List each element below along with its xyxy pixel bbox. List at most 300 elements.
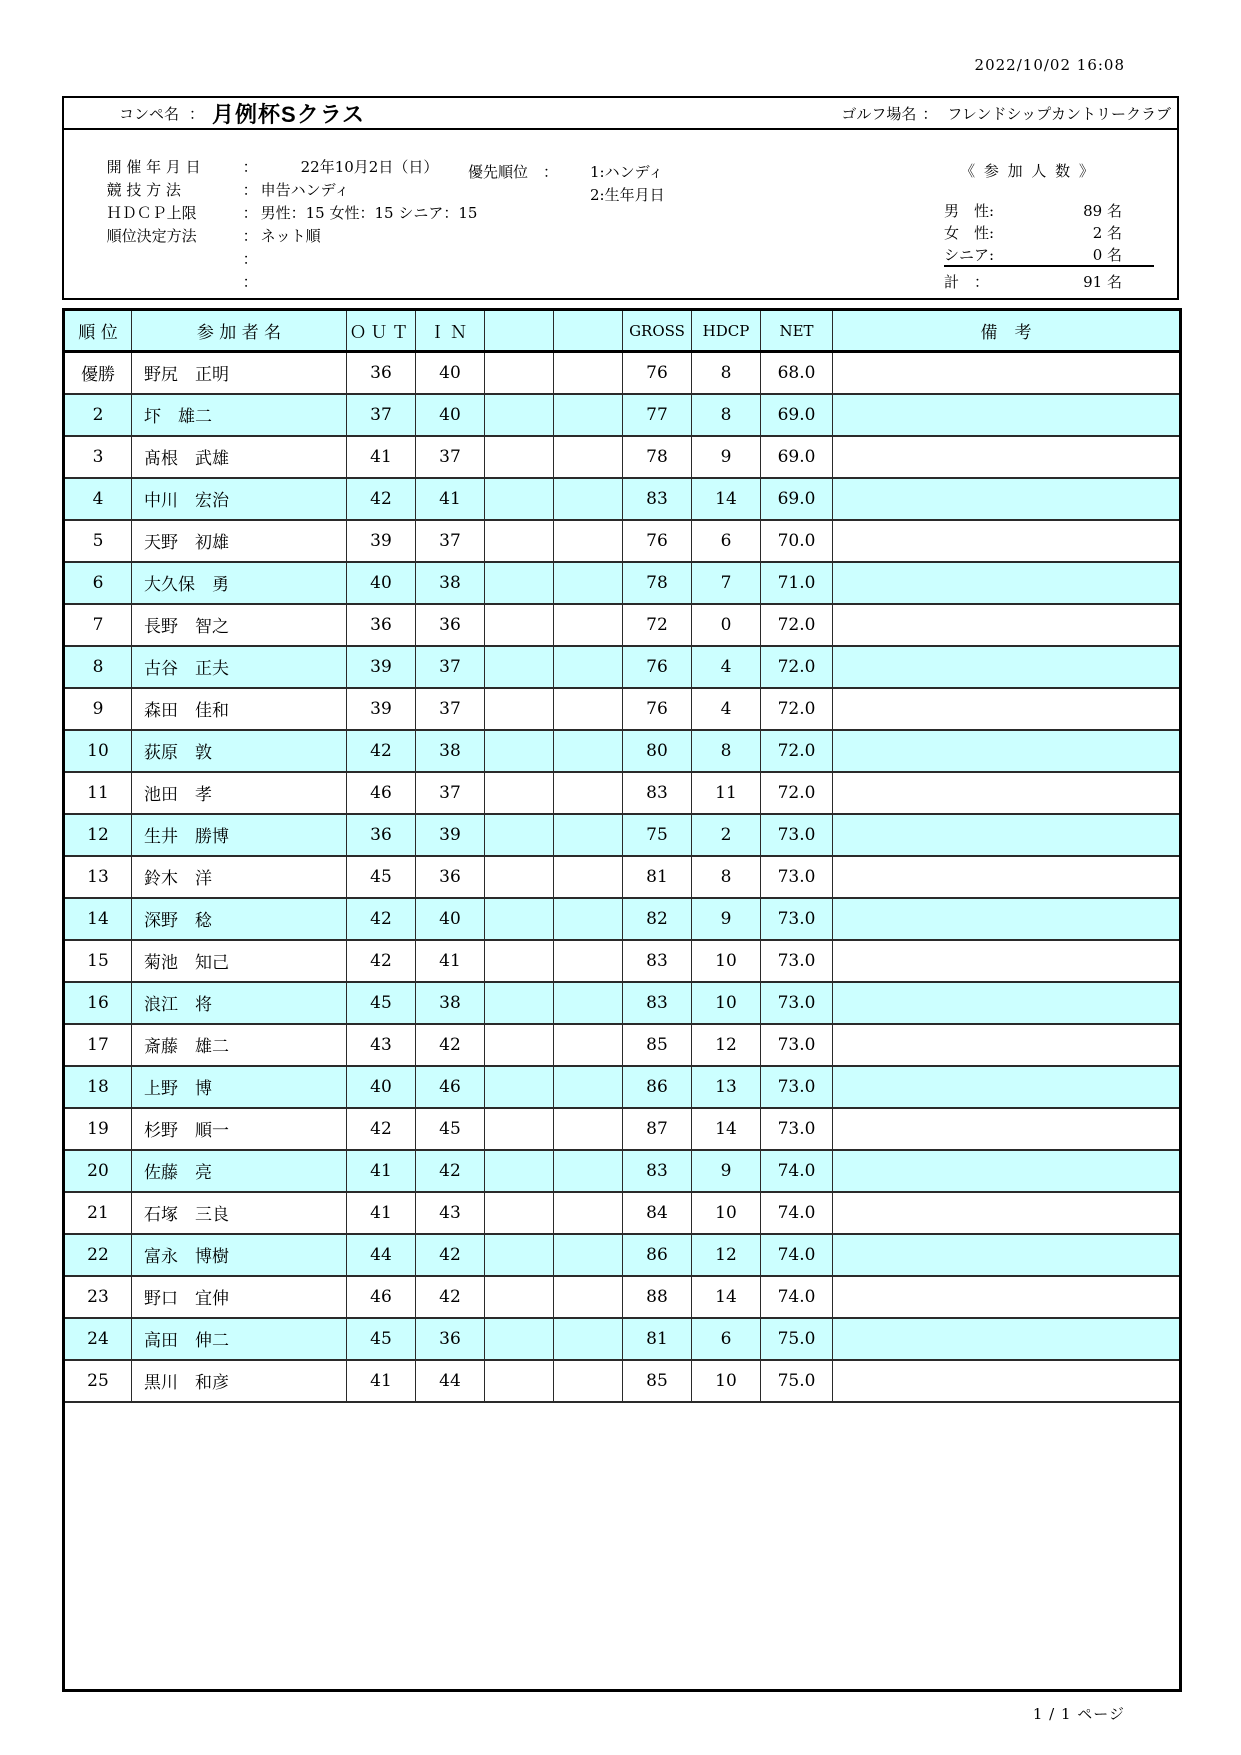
table-cell: 72.0 [761, 730, 833, 772]
page-indicator: 1 / 1 ページ [1032, 1705, 1125, 1723]
table-cell: 74.0 [761, 1234, 833, 1276]
table-cell [554, 1108, 623, 1150]
table-cell: 21 [64, 1192, 132, 1234]
table-cell: 40 [347, 562, 416, 604]
table-cell: 23 [64, 1276, 132, 1318]
table-cell: 長野 智之 [132, 604, 347, 646]
table-cell: 74.0 [761, 1150, 833, 1192]
table-cell: 荻原 敦 [132, 730, 347, 772]
table-cell: 野口 宜伸 [132, 1276, 347, 1318]
table-cell: 73.0 [761, 1024, 833, 1066]
participants-label: シニア: [944, 245, 995, 264]
table-cell: 6 [692, 1318, 761, 1360]
table-cell: 9 [692, 898, 761, 940]
table-cell [485, 1150, 554, 1192]
table-cell [485, 940, 554, 982]
print-timestamp: 2022/10/02 16:08 [974, 56, 1125, 74]
table-cell: 78 [623, 436, 692, 478]
table-cell: 68.0 [761, 352, 833, 394]
table-cell [485, 898, 554, 940]
column-header: 順 位 [64, 310, 132, 352]
table-cell: 3 [64, 436, 132, 478]
table-cell: 42 [416, 1276, 485, 1318]
table-cell: 10 [692, 1360, 761, 1402]
info-line-empty [78, 230, 261, 268]
table-cell: 41 [416, 940, 485, 982]
table-cell: 39 [347, 646, 416, 688]
table-cell: 12 [692, 1234, 761, 1276]
info-line-ranking [78, 207, 321, 245]
table-cell: 42 [347, 1108, 416, 1150]
table-cell [485, 1360, 554, 1402]
table-cell: 髙根 武雄 [132, 436, 347, 478]
info-label: 順位決定方法 [106, 227, 197, 245]
table-cell [833, 604, 1181, 646]
table-row [64, 352, 1181, 394]
table-cell [833, 394, 1181, 436]
info-line-hdcp [78, 184, 665, 222]
table-cell: 鈴木 洋 [132, 856, 347, 898]
info-colon: ： [242, 250, 258, 268]
table-cell: 80 [623, 730, 692, 772]
table-cell: 0 [692, 604, 761, 646]
table-cell: 41 [347, 436, 416, 478]
table-cell: 古谷 正夫 [132, 646, 347, 688]
table-cell [554, 688, 623, 730]
table-cell: 85 [623, 1024, 692, 1066]
table-cell: 39 [416, 814, 485, 856]
info-label: ＨＤＣＰ上限 [106, 204, 197, 222]
table-cell [554, 940, 623, 982]
table-cell: 8 [692, 856, 761, 898]
table-cell: 73.0 [761, 814, 833, 856]
table-cell [485, 982, 554, 1024]
table-row [64, 1066, 1181, 1108]
priority-value-1: 1:ハンディ [590, 163, 664, 181]
table-cell [554, 730, 623, 772]
participants-label: 女 性: [944, 223, 995, 242]
column-header: 参 加 者 名 [132, 310, 347, 352]
table-cell [833, 856, 1181, 898]
table-cell [485, 1276, 554, 1318]
table-cell: 13 [692, 1066, 761, 1108]
table-cell: 40 [416, 394, 485, 436]
table-cell [833, 982, 1181, 1024]
info-value: 男性：15 女性：15 シニア：15 [260, 204, 478, 222]
table-row [64, 898, 1181, 940]
table-cell: 73.0 [761, 1066, 833, 1108]
table-cell: 22 [64, 1234, 132, 1276]
table-cell: 69.0 [761, 436, 833, 478]
table-cell: 46 [347, 1276, 416, 1318]
table-cell: 20 [64, 1150, 132, 1192]
table-cell: 10 [692, 940, 761, 982]
table-cell: 10 [692, 982, 761, 1024]
table-cell [485, 394, 554, 436]
table-row [64, 562, 1181, 604]
table-cell: 43 [347, 1024, 416, 1066]
table-cell [554, 394, 623, 436]
table-cell: 70.0 [761, 520, 833, 562]
competition-name: 月例杯Sクラス [212, 101, 366, 127]
table-cell: 高田 伸二 [132, 1318, 347, 1360]
table-cell: 46 [416, 1066, 485, 1108]
table-cell: 72.0 [761, 772, 833, 814]
table-cell: 40 [347, 1066, 416, 1108]
table-cell: 11 [692, 772, 761, 814]
priority-label: 優先順位 ： [468, 163, 559, 181]
table-cell: 13 [64, 856, 132, 898]
table-cell [554, 604, 623, 646]
table-cell: 69.0 [761, 394, 833, 436]
table-row [64, 940, 1181, 982]
table-cell: 76 [623, 520, 692, 562]
participants-value: 0 名 [1092, 245, 1122, 264]
table-cell: 73.0 [761, 1108, 833, 1150]
table-cell: 16 [64, 982, 132, 1024]
table-cell: 36 [416, 856, 485, 898]
table-cell: 72.0 [761, 688, 833, 730]
table-cell: 42 [347, 940, 416, 982]
table-cell [485, 604, 554, 646]
table-cell: 深野 稔 [132, 898, 347, 940]
table-cell [485, 436, 554, 478]
table-cell: 75.0 [761, 1360, 833, 1402]
table-cell: 37 [347, 394, 416, 436]
table-cell: 2 [692, 814, 761, 856]
table-cell: 12 [692, 1024, 761, 1066]
table-cell [833, 898, 1181, 940]
table-cell: 18 [64, 1066, 132, 1108]
table-row [64, 394, 1181, 436]
table-cell: 6 [64, 562, 132, 604]
table-cell: 4 [692, 688, 761, 730]
table-cell: 72 [623, 604, 692, 646]
table-row [64, 814, 1181, 856]
table-cell [485, 730, 554, 772]
table-cell: 44 [416, 1360, 485, 1402]
priority-value-2: 2:生年月日 [590, 186, 665, 204]
table-cell: 46 [347, 772, 416, 814]
results-table [62, 308, 1182, 1692]
table-cell [833, 1276, 1181, 1318]
table-cell [554, 478, 623, 520]
table-cell: 8 [692, 352, 761, 394]
table-cell [833, 940, 1181, 982]
table-cell [833, 520, 1181, 562]
table-cell: 14 [692, 478, 761, 520]
table-cell: 4 [64, 478, 132, 520]
table-cell: 圷 雄二 [132, 394, 347, 436]
table-cell [554, 562, 623, 604]
table-cell: 9 [692, 1150, 761, 1192]
table-cell: 42 [347, 478, 416, 520]
info-line-date [78, 138, 439, 176]
table-cell: 41 [416, 478, 485, 520]
table-cell [554, 1360, 623, 1402]
table-cell: 39 [347, 688, 416, 730]
table-cell: 9 [692, 436, 761, 478]
info-colon: ： [242, 273, 258, 291]
info-colon: ： [242, 204, 258, 222]
participants-value: 2 名 [1092, 223, 1122, 242]
table-cell: 42 [347, 730, 416, 772]
table-cell: 86 [623, 1234, 692, 1276]
table-row [64, 856, 1181, 898]
table-filler-row [64, 1402, 1181, 1691]
table-cell [554, 1150, 623, 1192]
participants-label: 男 性: [944, 201, 995, 220]
table-cell: 83 [623, 940, 692, 982]
table-cell: 37 [416, 520, 485, 562]
table-row [64, 1150, 1181, 1192]
table-row [64, 1234, 1181, 1276]
table-cell: 25 [64, 1360, 132, 1402]
table-cell [554, 1192, 623, 1234]
table-cell [833, 352, 1181, 394]
column-header: GROSS [623, 310, 692, 352]
course-colon: ： [922, 104, 938, 123]
table-cell: 19 [64, 1108, 132, 1150]
table-row [64, 688, 1181, 730]
info-colon: ： [242, 227, 258, 245]
table-cell: 14 [64, 898, 132, 940]
table-cell: 上野 博 [132, 1066, 347, 1108]
table-cell [833, 730, 1181, 772]
table-cell [485, 688, 554, 730]
table-cell: 36 [347, 352, 416, 394]
table-cell: 5 [64, 520, 132, 562]
table-row [64, 1024, 1181, 1066]
table-cell [485, 352, 554, 394]
competition-label: コンペ名 [119, 104, 180, 123]
table-cell [485, 1108, 554, 1150]
column-header: ＩＮ [416, 310, 485, 352]
table-cell: 73.0 [761, 898, 833, 940]
table-cell [554, 1318, 623, 1360]
table-cell: 36 [416, 604, 485, 646]
table-cell [485, 478, 554, 520]
column-header: HDCP [692, 310, 761, 352]
table-cell: 78 [623, 562, 692, 604]
table-cell [833, 562, 1181, 604]
table-cell: 83 [623, 772, 692, 814]
column-header: 備 考 [833, 310, 1181, 352]
table-cell: 74.0 [761, 1192, 833, 1234]
participants-total-label: 計 ： [944, 272, 990, 291]
table-cell [485, 646, 554, 688]
table-cell: 84 [623, 1192, 692, 1234]
table-cell: 石塚 三良 [132, 1192, 347, 1234]
table-cell: 42 [416, 1234, 485, 1276]
table-cell: 45 [347, 1318, 416, 1360]
table-cell [833, 1192, 1181, 1234]
table-cell [554, 646, 623, 688]
info-value: ネット順 [260, 227, 321, 245]
table-cell: 10 [64, 730, 132, 772]
table-cell: 天野 初雄 [132, 520, 347, 562]
table-cell: 39 [347, 520, 416, 562]
table-cell: 中川 宏治 [132, 478, 347, 520]
table-cell: 14 [692, 1276, 761, 1318]
table-cell: 池田 孝 [132, 772, 347, 814]
table-cell: 41 [347, 1150, 416, 1192]
table-cell: 75 [623, 814, 692, 856]
table-row [64, 478, 1181, 520]
column-header [485, 310, 554, 352]
column-header: ＯＵＴ [347, 310, 416, 352]
table-cell: 杉野 順一 [132, 1108, 347, 1150]
table-cell: 佐藤 亮 [132, 1150, 347, 1192]
table-cell [833, 478, 1181, 520]
table-cell [485, 1024, 554, 1066]
table-cell: 76 [623, 352, 692, 394]
table-cell: 38 [416, 730, 485, 772]
table-cell [833, 1318, 1181, 1360]
table-cell: 12 [64, 814, 132, 856]
table-cell [833, 1024, 1181, 1066]
table-cell: 森田 佳和 [132, 688, 347, 730]
table-cell: 71.0 [761, 562, 833, 604]
table-cell [485, 1192, 554, 1234]
table-cell: 17 [64, 1024, 132, 1066]
table-cell [485, 772, 554, 814]
table-cell: 37 [416, 688, 485, 730]
table-cell: 8 [692, 394, 761, 436]
table-filler-cell [64, 1402, 1181, 1691]
table-row [64, 1108, 1181, 1150]
table-cell: 75.0 [761, 1318, 833, 1360]
table-row [64, 1192, 1181, 1234]
table-row [64, 436, 1181, 478]
table-cell: 41 [347, 1360, 416, 1402]
table-cell: 76 [623, 688, 692, 730]
table-cell: 11 [64, 772, 132, 814]
table-cell [485, 814, 554, 856]
table-cell: 83 [623, 478, 692, 520]
table-cell [833, 1234, 1181, 1276]
table-cell: 73.0 [761, 982, 833, 1024]
table-cell: 37 [416, 646, 485, 688]
info-colon: ： [242, 181, 258, 199]
table-cell: 38 [416, 982, 485, 1024]
table-cell [554, 814, 623, 856]
table-cell [554, 1066, 623, 1108]
info-box [62, 128, 1179, 300]
table-cell [833, 772, 1181, 814]
table-cell: 4 [692, 646, 761, 688]
table-row [64, 646, 1181, 688]
table-cell [485, 562, 554, 604]
table-cell: 24 [64, 1318, 132, 1360]
table-cell: 83 [623, 1150, 692, 1192]
table-cell: 7 [692, 562, 761, 604]
table-cell [833, 1360, 1181, 1402]
table-cell: 45 [347, 856, 416, 898]
title-box [62, 96, 1179, 130]
info-colon: ： [242, 158, 258, 176]
table-cell: 優勝 [64, 352, 132, 394]
participants-total-value: 91 名 [1083, 272, 1122, 291]
table-cell: 42 [416, 1150, 485, 1192]
table-cell [833, 646, 1181, 688]
participants-box [902, 160, 1154, 292]
table-cell: 45 [347, 982, 416, 1024]
table-cell: 大久保 勇 [132, 562, 347, 604]
table-cell [485, 856, 554, 898]
column-header: NET [761, 310, 833, 352]
table-cell: 14 [692, 1108, 761, 1150]
table-cell [485, 520, 554, 562]
table-cell: 69.0 [761, 478, 833, 520]
table-row [64, 982, 1181, 1024]
participants-title: 《 参 加 人 数 》 [960, 162, 1096, 180]
table-row [64, 1318, 1181, 1360]
table-cell [554, 772, 623, 814]
table-cell: 42 [347, 898, 416, 940]
table-cell [485, 1318, 554, 1360]
table-cell: 8 [692, 730, 761, 772]
table-row [64, 604, 1181, 646]
table-cell: 72.0 [761, 604, 833, 646]
info-value: 22年10月2日（日） [300, 158, 439, 176]
table-cell: 86 [623, 1066, 692, 1108]
table-cell: 36 [416, 1318, 485, 1360]
table-cell [833, 1150, 1181, 1192]
table-cell: 43 [416, 1192, 485, 1234]
column-header [554, 310, 623, 352]
table-cell [554, 856, 623, 898]
table-cell [554, 352, 623, 394]
table-cell: 72.0 [761, 646, 833, 688]
table-cell [554, 1024, 623, 1066]
table-cell [554, 982, 623, 1024]
table-cell [554, 1234, 623, 1276]
participants-row-female [944, 221, 1154, 243]
table-cell: 7 [64, 604, 132, 646]
table-row [64, 1276, 1181, 1318]
table-row [64, 520, 1181, 562]
table-cell [554, 520, 623, 562]
table-cell: 40 [416, 898, 485, 940]
table-cell [554, 436, 623, 478]
table-row [64, 772, 1181, 814]
table-cell [554, 898, 623, 940]
table-cell: 73.0 [761, 940, 833, 982]
participants-value: 89 名 [1083, 201, 1122, 220]
course-label: ゴルフ場名 [841, 104, 917, 123]
table-cell: 88 [623, 1276, 692, 1318]
table-cell: 81 [623, 856, 692, 898]
info-label: 開 催 年 月 日 [106, 158, 201, 176]
course-name: フレンドシップカントリークラブ [947, 104, 1171, 123]
table-cell: 40 [416, 352, 485, 394]
table-cell: 73.0 [761, 856, 833, 898]
table-cell: 浪江 将 [132, 982, 347, 1024]
participants-row-senior [944, 243, 1154, 267]
participants-row-male [944, 199, 1154, 221]
table-cell: 36 [347, 604, 416, 646]
table-cell: 2 [64, 394, 132, 436]
table-cell [485, 1234, 554, 1276]
table-cell: 74.0 [761, 1276, 833, 1318]
table-cell: 37 [416, 436, 485, 478]
table-cell: 8 [64, 646, 132, 688]
table-cell: 82 [623, 898, 692, 940]
table-cell: 42 [416, 1024, 485, 1066]
table-cell: 15 [64, 940, 132, 982]
table-cell: 44 [347, 1234, 416, 1276]
